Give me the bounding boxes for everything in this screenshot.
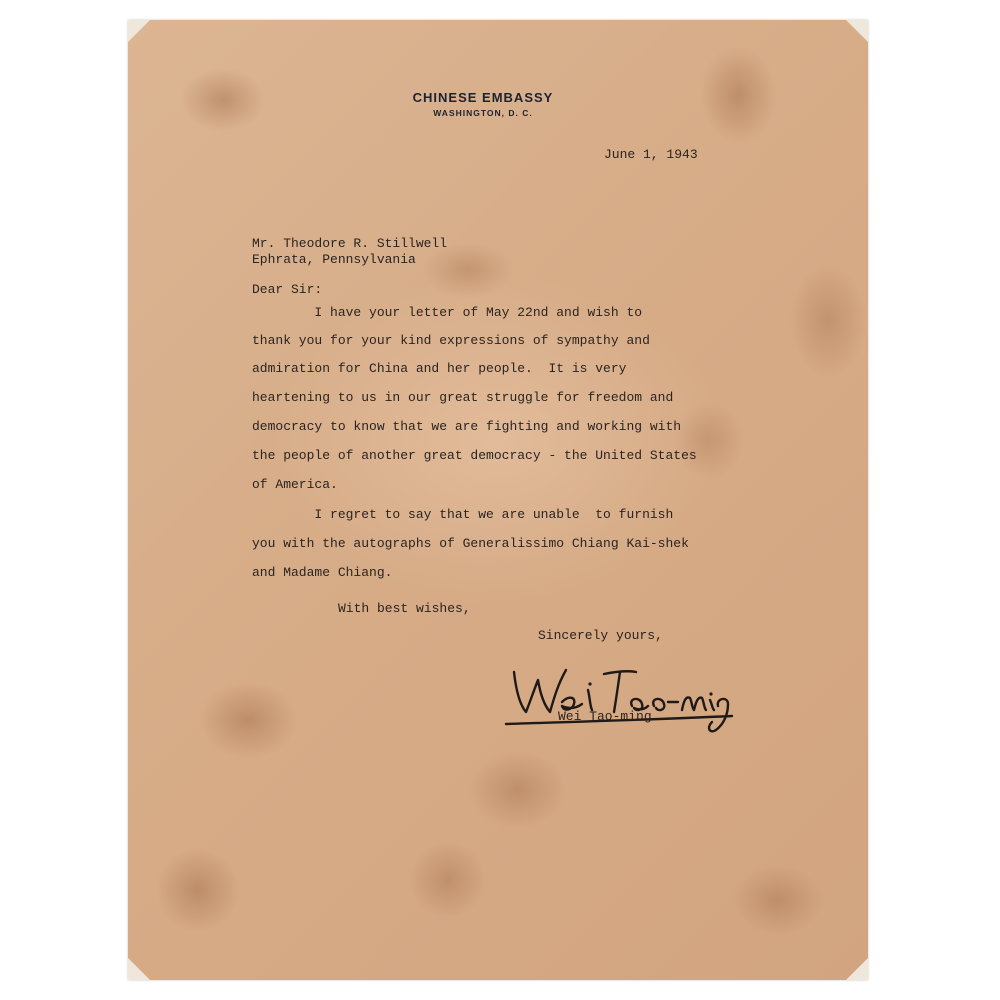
salutation: Dear Sir:: [252, 282, 323, 297]
body-line: of America.: [252, 477, 338, 492]
photo-corner-top-right: [846, 20, 868, 42]
letterhead-title: CHINESE EMBASSY: [412, 90, 554, 105]
body-line: and Madame Chiang.: [252, 565, 393, 580]
photo-corner-top-left: [128, 20, 150, 42]
letterhead-city: WASHINGTON, D. C.: [433, 108, 533, 118]
body-line: I regret to say that we are unable to furnish: [252, 507, 674, 522]
body-line: I have your letter of May 22nd and wish to: [252, 305, 643, 320]
photo-corner-bottom-left: [128, 958, 150, 980]
handwritten-signature: [496, 650, 736, 740]
letterhead: [358, 90, 608, 118]
body-line: democracy to know that we are fighting and working with: [252, 419, 682, 434]
letter-page: [128, 20, 868, 980]
body-line: heartening to us in our great struggle for freedom and: [252, 390, 674, 405]
body-line: thank you for your kind expressions of sympathy and: [252, 333, 650, 348]
body-line: the people of another great democracy - the United States: [252, 448, 697, 463]
photo-corner-bottom-right: [846, 958, 868, 980]
closing: With best wishes,: [338, 601, 471, 616]
recipient-location: Ephrata, Pennsylvania: [252, 252, 416, 267]
body-line: you with the autographs of Generalissimo Chiang Kai-shek: [252, 536, 689, 551]
signer-name: Wei Tao-ming: [558, 709, 652, 724]
body-line: admiration for China and her people. It is very: [252, 361, 627, 376]
letter-date: June 1, 1943: [604, 147, 698, 162]
sign-off: Sincerely yours,: [538, 628, 663, 643]
recipient-name: Mr. Theodore R. Stillwell: [252, 236, 448, 251]
